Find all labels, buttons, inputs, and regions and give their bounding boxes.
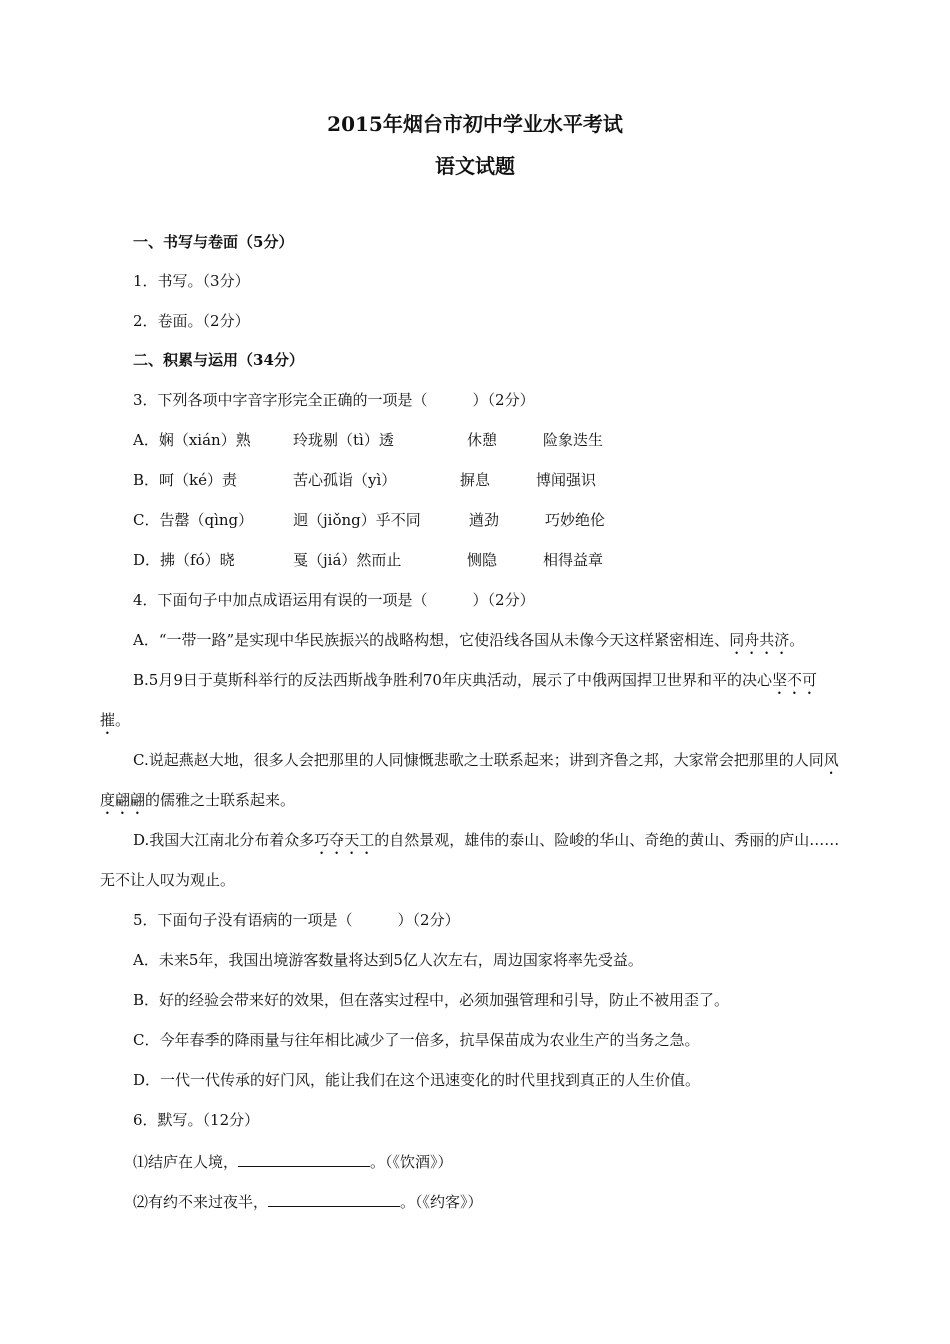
q4-a-text: A．“一带一路”是实现中华民族振兴的战略构想，它使沿线各国从未像今天这样紧密相连、 [133,631,730,649]
question-1: 1．书写。（3分） [133,272,250,290]
q4-b-text: B.5月9日于莫斯科举行的反法西斯战争胜利70年庆典活动，展示了中俄两国捍卫世界和平的决心 [133,671,772,689]
q3-d-part3: 恻隐 [467,551,498,569]
q3-b-part2: 苦心孤诣（yì） [293,471,397,489]
q3-option-d [133,550,603,570]
question-6-stem: 6．默写。（12分） [133,1111,260,1129]
q6-item-1 [133,1150,453,1172]
question-2: 2．卷面。（2分） [133,312,250,330]
q4-option-d-line1 [133,830,839,858]
q3-option-c [133,510,605,530]
q4-d-text2: 的自然景观，雄伟的泰山、险峻的华山、奇绝的黄山、秀丽的庐山…… [374,831,840,849]
q6-item1-source: 。（《饮酒》） [370,1153,453,1171]
q6-item1-prompt: ⑴结庐在人境， [133,1153,239,1171]
q4-c-text: C.说起燕赵大地，很多人会把那里的人同慷慨悲歌之士联系起来；讲到齐鲁之邦，大家常会把那里的人同 [133,751,824,769]
q3-c-part3: 遒劲 [469,511,500,529]
q4-option-c-line2 [100,790,295,818]
q4-option-a [133,630,804,658]
q3-b-part1: B．呵（ké）责 [133,471,237,489]
q3-option-a [133,430,603,450]
exam-title: 2015年烟台市初中学业水平考试 [327,112,623,136]
section1-heading: 一、书写与卷面（5分） [133,233,294,251]
q4-d-text: D.我国大江南北分布着众多 [133,831,315,849]
q3-c-part2: 迥（jiǒng）乎不同 [293,511,421,529]
q4-option-b-line2 [100,710,130,738]
q3-d-part2: 戛（jiá）然而止 [293,551,402,569]
q5-option-d: D．一代一代传承的好门风，能让我们在这个迅速变化的时代里找到真正的人生价值。 [133,1071,701,1089]
q3-a-part4: 险象迭生 [543,431,604,449]
q5-option-a: A．未来5年，我国出境游客数量将达到5亿人次左右，周边国家将率先受益。 [133,951,643,969]
exam-subtitle: 语文试题 [435,154,515,178]
section2-heading: 二、积累与运用（34分） [133,351,304,369]
q4-c-end: 的儒雅之士联系起来。 [145,791,296,809]
question-3-stem: 3．下列各项中字音字形完全正确的一项是（ ）（2分） [133,391,535,409]
q3-d-part1: D．拂（fó）晓 [133,551,235,569]
q4-d-idiom: 巧夺天工 [314,831,375,849]
q6-item2-answer-blank[interactable] [268,1190,400,1207]
question-4-stem: 4．下面句子中加点成语运用有误的一项是（ ）（2分） [133,591,535,609]
q3-a-part3: 休憩 [467,431,498,449]
q6-item1-answer-blank[interactable] [238,1150,370,1167]
q3-b-part4: 博闻强识 [536,471,597,489]
q6-item2-source: 。（《约客》） [400,1193,483,1211]
q3-c-part1: C．告罄（qìng） [133,511,254,529]
q4-b-idiom-part2: 摧 [100,711,116,729]
q6-item2-prompt: ⑵有约不来过夜半， [133,1193,269,1211]
q3-c-part4: 巧妙绝伦 [545,511,606,529]
question-5-stem: 5．下面句子没有语病的一项是（ ）（2分） [133,911,460,929]
q3-a-part2: 玲珑剔（tì）透 [293,431,394,449]
q4-a-idiom: 同舟共济 [729,631,790,649]
q4-c-idiom-part1: 风 [823,751,839,769]
q4-c-idiom-part2: 度翩翩 [100,791,146,809]
q5-option-b: B．好的经验会带来好的效果，但在落实过程中，必须加强管理和引导，防止不被用歪了。 [133,991,730,1009]
q3-d-part4: 相得益章 [543,551,604,569]
q4-a-end: 。 [789,631,805,649]
q4-b-end: 。 [115,711,131,729]
q4-option-b-line1 [133,670,817,698]
q5-option-c: C．今年春季的降雨量与往年相比减少了一倍多，抗旱保苗成为农业生产的当务之急。 [133,1031,700,1049]
q4-b-idiom-part1: 坚不可 [771,671,817,689]
q3-option-b [133,470,596,490]
q6-item-2 [133,1190,483,1212]
q3-b-part3: 摒息 [460,471,491,489]
q3-a-part1: A．娴（xián）熟 [133,431,251,449]
q4-option-d-line2: 无不让人叹为观止。 [100,871,236,889]
q4-option-c-line1 [133,750,839,778]
